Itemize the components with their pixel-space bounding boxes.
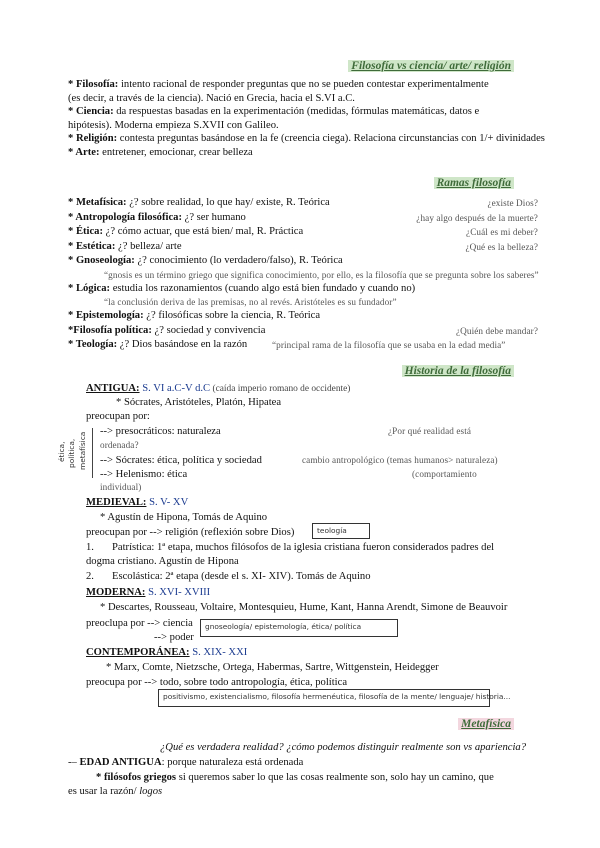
intro-block bbox=[68, 78, 545, 159]
intro-term: * Ciencia: bbox=[68, 106, 114, 117]
presocraticos-aside: ¿Por qué realidad está bbox=[388, 426, 472, 436]
rama-aside: ¿hay algo después de la muerte? bbox=[416, 212, 538, 223]
rama-line bbox=[68, 240, 538, 255]
griegos-text: si queremos saber lo que las cosas realmente son, solo hay un camino, que bbox=[176, 772, 494, 783]
moderna-preoc: preoclupa por --> ciencia bbox=[86, 618, 193, 629]
rama-line bbox=[68, 196, 538, 211]
intro-text: hipótesis). Moderna empieza S.XVII con Galileo. bbox=[68, 119, 279, 131]
intro-line bbox=[68, 92, 545, 106]
rama-term: * Epistemología: bbox=[68, 310, 144, 321]
medieval-preoc: preocupan por --> religión (reflexión sobre Dios) bbox=[86, 527, 295, 538]
helenismo: --> Helenismo: ética bbox=[100, 469, 188, 480]
rama-text: ¿? ser humano bbox=[181, 211, 246, 223]
intro-text: intento racional de responder preguntas que no se pueden contestar experimentalmente bbox=[118, 79, 489, 90]
rama-text: ¿? conocimiento (lo verdadero/falso), R. Teórica bbox=[134, 255, 343, 266]
medieval-label: MEDIEVAL: bbox=[86, 497, 147, 508]
antigua-range: S. VI a.C-V d.C bbox=[139, 383, 211, 394]
metafisica-question: ¿Qué es verdadera realidad? ¿cómo podemos distinguir realmente son vs apariencia? bbox=[160, 742, 527, 753]
rama-aside: ¿Cuál es mi deber? bbox=[466, 227, 538, 237]
moderna-authors: * Descartes, Rousseau, Voltaire, Montesquieu, Hume, Kant, Hanna Arendt, Simone de Beauvoir bbox=[100, 602, 508, 613]
rama-text: ¿? sociedad y convivencia bbox=[151, 324, 266, 336]
rama-aside: ¿Quién debe mandar? bbox=[456, 325, 538, 336]
vertical-label-1: ética, bbox=[57, 441, 66, 462]
griegos-line bbox=[96, 771, 494, 784]
griegos-line-2 bbox=[68, 785, 162, 798]
rama-text: ¿? sobre realidad, lo que hay/ existe, R. Teórica bbox=[126, 197, 330, 208]
rama-aside: ¿existe Dios? bbox=[487, 198, 538, 208]
section-title-text: Ramas filosofía bbox=[434, 177, 514, 189]
contemporanea-range: S. XIX- XXI bbox=[189, 647, 248, 658]
antigua-preoc: preocupan por: bbox=[86, 411, 150, 422]
rama-text: “la conclusión deriva de las premisas, no al revés. Aristóteles es su fundador” bbox=[104, 297, 397, 307]
rama-term: * Gnoseología: bbox=[68, 255, 135, 266]
rama-line bbox=[68, 269, 538, 282]
rama-line bbox=[68, 309, 538, 324]
helenismo-aside-2: individual) bbox=[100, 482, 142, 492]
intro-line bbox=[68, 119, 545, 133]
rama-text: “gnosis es un término griego que significa conocimiento, por ello, es la filosofía que se pregunta sobre los saberes” bbox=[104, 269, 539, 280]
rama-term: * Metafísica: bbox=[68, 197, 127, 208]
rama-line bbox=[68, 324, 538, 339]
section-title-text: Metafísica bbox=[458, 718, 514, 730]
rama-text: ¿? Dios basándose en la razón bbox=[117, 339, 248, 350]
rama-term: * Teología: bbox=[68, 339, 118, 350]
patristica-2: dogma cristiano. Agustín de Hipona bbox=[86, 556, 239, 567]
rama-line bbox=[68, 211, 538, 226]
medieval-heading bbox=[86, 496, 188, 509]
intro-term: * Religión: bbox=[68, 133, 118, 144]
vertical-label-3: metafísica bbox=[78, 431, 87, 470]
patristica-number: 1. bbox=[86, 542, 94, 553]
contemporanea-box: positivismo, existencialismo, filosofía hermenéutica, filosofía de la mente/ lenguaje/ historia... bbox=[158, 689, 490, 707]
antigua-authors: * Sócrates, Aristóteles, Platón, Hipatea bbox=[116, 397, 282, 408]
rama-term: * Antropología filosófica: bbox=[68, 211, 182, 223]
antigua-heading bbox=[86, 382, 350, 396]
rama-text: ¿? belleza/ arte bbox=[115, 240, 182, 252]
griegos-text-2: es usar la razón/ bbox=[68, 786, 140, 797]
edad-antigua-label: EDAD ANTIGUA bbox=[79, 757, 162, 768]
intro-text: entretener, emocionar, crear belleza bbox=[99, 146, 253, 158]
griegos-logos: logos bbox=[139, 786, 163, 797]
presocraticos-aside-2: ordenada? bbox=[100, 440, 139, 450]
rama-term: *Filosofía política: bbox=[68, 324, 152, 336]
section-title-text: Filosofía vs ciencia/ arte/ religión bbox=[348, 60, 514, 72]
griegos-label: * filósofos griegos bbox=[96, 772, 177, 783]
ramas-block bbox=[68, 196, 538, 353]
rama-line bbox=[68, 225, 538, 240]
section-title-metafisica bbox=[458, 718, 514, 730]
rama-text: ¿? filosóficas sobre la ciencia, R. Teórica bbox=[143, 310, 321, 321]
intro-text: da respuestas basadas en la experimentación (medidas, fórmulas matemáticas, datos e bbox=[113, 106, 480, 117]
socrates-aside: cambio antropológico (temas humanos> naturaleza) bbox=[302, 455, 498, 465]
intro-text: contesta preguntas basándose en la fe (creencia ciega). Relaciona circunstancias con 1/+ divinidades bbox=[117, 133, 545, 144]
medieval-box: teología bbox=[312, 523, 370, 539]
rama-line bbox=[68, 282, 538, 297]
medieval-authors: * Agustín de Hipona, Tomás de Aquino bbox=[100, 512, 268, 523]
escolastica: Escolástica: 2ª etapa (desde el s. XI- XIV). Tomás de Aquino bbox=[112, 571, 371, 582]
intro-line bbox=[68, 146, 545, 160]
intro-line bbox=[68, 132, 545, 146]
rama-text: estudia los razonamientos (cuando algo está bien fundado y cuando no) bbox=[110, 282, 416, 294]
intro-line bbox=[68, 78, 545, 92]
section-title-filosofia-vs bbox=[348, 60, 514, 72]
contemporanea-heading bbox=[86, 646, 247, 659]
rama-text: ¿? cómo actuar, que está bien/ mal, R. Práctica bbox=[103, 226, 304, 237]
moderna-box: gnoseología/ epistemología, ética/ política bbox=[200, 619, 398, 637]
vertical-label-2: política, bbox=[67, 438, 76, 468]
edad-antigua-text: : porque naturaleza está ordenada bbox=[161, 757, 304, 768]
rama-line bbox=[68, 338, 538, 353]
escolastica-number: 2. bbox=[86, 571, 94, 582]
contemporanea-preoc: preocupa por --> todo, sobre todo antropología, ética, política bbox=[86, 677, 348, 688]
section-title-text: Historia de la filosofía bbox=[402, 365, 514, 377]
medieval-range: S. V- XV bbox=[146, 497, 189, 508]
vertical-bracket bbox=[92, 428, 93, 478]
moderna-range: S. XVI- XVIII bbox=[145, 587, 211, 598]
moderna-heading bbox=[86, 586, 210, 599]
rama-term: * Lógica: bbox=[68, 282, 111, 294]
rama-line bbox=[68, 296, 538, 309]
edad-antigua-line bbox=[68, 756, 303, 769]
section-title-historia bbox=[402, 365, 514, 377]
contemporanea-authors: * Marx, Comte, Nietzsche, Ortega, Habermas, Sartre, Wittgenstein, Heidegger bbox=[106, 662, 439, 673]
contemporanea-label: CONTEMPORÁNEA: bbox=[86, 647, 190, 658]
rama-term: * Ética: bbox=[68, 226, 104, 237]
intro-term: * Filosofía: bbox=[68, 79, 119, 90]
moderna-preoc-2: --> poder bbox=[154, 632, 194, 643]
edad-antigua-prefix: -– bbox=[68, 757, 80, 768]
intro-line bbox=[68, 105, 545, 119]
intro-term: * Arte: bbox=[68, 146, 100, 158]
antigua-label: ANTIGUA: bbox=[86, 383, 140, 394]
section-title-ramas bbox=[434, 177, 514, 189]
rama-aside: “principal rama de la filosofía que se usaba en la edad media” bbox=[272, 340, 506, 350]
rama-aside: ¿Qué es la belleza? bbox=[465, 241, 538, 252]
rama-term: * Estética: bbox=[68, 240, 116, 252]
patristica: Patrística: 1ª etapa, muchos filósofos de la iglesia cristiana fueron considerados padres del bbox=[112, 542, 495, 553]
antigua-note: (caída imperio romano de occidente) bbox=[210, 384, 351, 394]
presocraticos: --> presocráticos: naturaleza bbox=[100, 426, 221, 437]
rama-line bbox=[68, 254, 538, 269]
socrates: --> Sócrates: ética, política y sociedad bbox=[100, 455, 262, 466]
intro-text: (es decir, a través de la ciencia). Nació en Grecia, hacia el S.VI a.C. bbox=[68, 92, 355, 104]
moderna-label: MODERNA: bbox=[86, 587, 146, 598]
helenismo-aside: (comportamiento bbox=[412, 469, 477, 479]
